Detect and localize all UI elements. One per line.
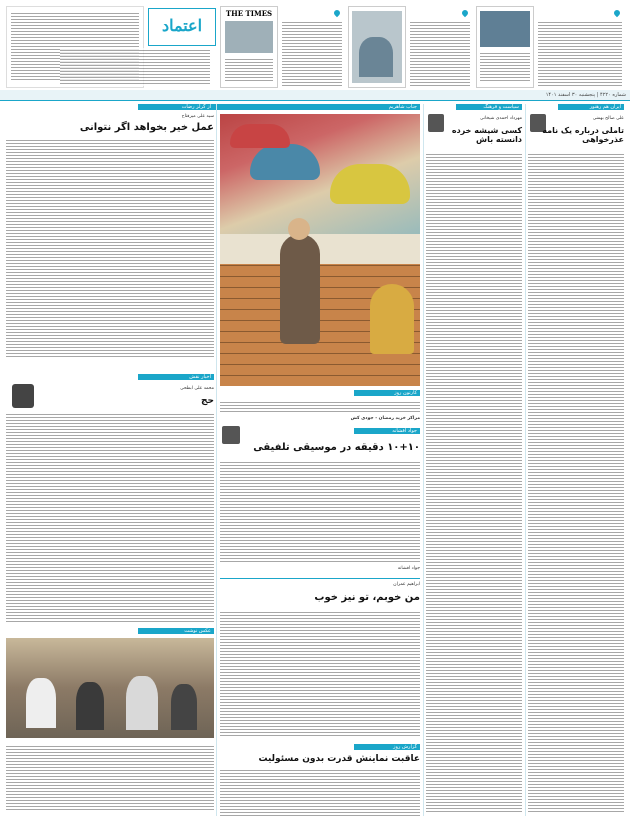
left-mid-body [6,412,214,622]
column-rule [216,104,217,816]
bottom-center-headline: عاقبت نماینش قدرت بدون مسئولیت [258,754,420,764]
center-mid-byline: جواد افشانه [397,566,420,571]
left-mid-author-avatar [12,384,34,408]
left-mid-byline: محمد علی ابطحی [180,386,214,391]
left-top-body [6,138,214,358]
right-top-headline: تاملی درباره یک نامه عذرخواهی [542,126,624,144]
left-photo [6,638,214,738]
right-top-body [528,152,624,812]
right-mid-body [426,152,522,812]
top-text-block-2 [410,10,470,86]
right-column [528,104,624,816]
right-mid-byline: مهرداد احمدی شیخانی [479,116,522,121]
right-mid-section-label: سیاست و فرهنگ [456,104,522,110]
left-top-section-label: از گرلز رضات [138,104,214,110]
center-column [220,104,420,816]
center-mid-section-label: جواد افشانه [354,428,420,434]
left-photo-caption [6,744,214,812]
left-mid-section-label: اخبار نقش [138,374,214,380]
center-top-section-label: جناب شاهریم [214,104,420,110]
masthead-logo-box [148,8,216,46]
column-rule [525,104,526,816]
column-rule [423,104,424,816]
left-mid-headline: حج [201,396,214,406]
center-bottom-separator [220,578,420,579]
right-center-column [426,104,522,816]
left-column [6,104,214,816]
masthead-logo: اعتماد [161,16,203,35]
top-text-block-1 [282,10,342,86]
right-top-byline: علی صالح بهمنی [592,116,624,121]
top-card-news [476,6,534,88]
top-card-photo [348,6,406,88]
bottom-center-section-label: گزارش روز [354,744,420,750]
left-top-byline: سید علی میرفتاح [181,114,214,119]
left-top-headline: عمل خیر بخواهد اگر نتوانی [79,122,214,133]
right-mid-headline: کسی شیشه خرده دانسته باش [451,126,522,144]
cartoon-section-label: کارتون روز [354,390,420,396]
top-card-title: THE TIMES [225,9,273,18]
right-top-section-label: ایران هم رهنور [558,104,624,110]
issue-info-bar [0,90,630,101]
center-mid-headline: ۱۰+۱۰ دقیقه در موسیقی تلفیقی [253,442,420,453]
center-bottom-byline: ابراهیم عمران [393,582,420,587]
masthead-contact-block [60,48,210,86]
center-bottom-headline: من خوبم، تو نیز خوب [314,592,420,603]
left-photo-section-label: عکس نوشت [138,628,214,634]
cartoon-caption: مراکز خرید رمضان - جودی کش [350,416,420,421]
cartoon-image [220,114,420,386]
top-text-block-3 [538,10,622,86]
top-card-times [220,6,278,88]
center-mid-body [220,460,420,564]
center-bottom-body [220,610,420,736]
bottom-center-body [220,768,420,816]
cartoon-text [220,400,420,414]
issue-info-text: شماره ۴۲۲۰ | پنجشنبه ۳۰ اسفند ۱۴۰۱ [545,92,626,98]
